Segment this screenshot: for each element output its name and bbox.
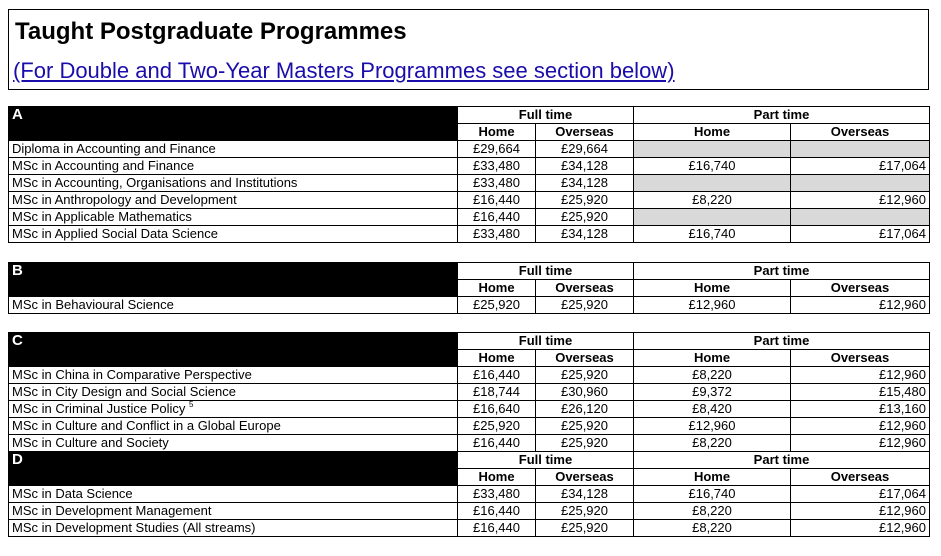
ft-overseas-fee: £25,920 — [536, 209, 634, 226]
ft-home-fee: £16,440 — [458, 209, 536, 226]
programme-name — [9, 486, 458, 503]
pt-overseas-header: Overseas — [791, 469, 930, 486]
pt-home-fee: £9,372 — [634, 384, 791, 401]
pt-home-fee: £8,220 — [634, 520, 791, 537]
ft-overseas-fee: £34,128 — [536, 158, 634, 175]
ft-home-fee: £25,920 — [458, 418, 536, 435]
programme-name — [9, 418, 458, 435]
pt-overseas-fee: £12,960 — [791, 367, 930, 384]
programme-name — [9, 175, 458, 192]
table-row — [9, 418, 930, 435]
table-row — [9, 367, 930, 384]
programme-name — [9, 297, 458, 314]
table-row — [9, 401, 930, 418]
programme-name — [9, 192, 458, 209]
pt-home-fee: £12,960 — [634, 418, 791, 435]
ft-home-fee: £16,440 — [458, 520, 536, 537]
programme-name-text: MSc in Applied Social Data Science — [12, 226, 218, 241]
pt-overseas-fee: £15,480 — [791, 384, 930, 401]
section-letter: A — [9, 107, 458, 141]
pt-overseas-fee: £12,960 — [791, 297, 930, 314]
pt-overseas-fee: £17,064 — [791, 486, 930, 503]
programme-name — [9, 367, 458, 384]
ft-overseas-fee: £34,128 — [536, 226, 634, 243]
ft-home-fee: £33,480 — [458, 158, 536, 175]
programme-name-text: MSc in City Design and Social Science — [12, 384, 236, 399]
ft-home-fee: £33,480 — [458, 486, 536, 503]
programme-name-text: Diploma in Accounting and Finance — [12, 141, 216, 156]
full-time-header: Full time — [458, 107, 634, 124]
fees-table-section-b — [8, 262, 930, 314]
pt-home-fee: £8,220 — [634, 435, 791, 452]
ft-overseas-fee: £25,920 — [536, 520, 634, 537]
pt-overseas-fee: £17,064 — [791, 226, 930, 243]
ft-home-header: Home — [458, 469, 536, 486]
programme-name — [9, 226, 458, 243]
table-row — [9, 384, 930, 401]
programme-name-text: MSc in Development Studies (All streams) — [12, 520, 256, 535]
table-row — [9, 503, 930, 520]
section-letter: B — [9, 263, 458, 297]
pt-home-header: Home — [634, 469, 791, 486]
ft-overseas-fee: £25,920 — [536, 192, 634, 209]
table-row — [9, 520, 930, 537]
ft-home-header: Home — [458, 350, 536, 367]
programme-name — [9, 401, 458, 418]
pt-home-fee — [634, 209, 791, 226]
pt-overseas-fee: £17,064 — [791, 158, 930, 175]
ft-home-header: Home — [458, 124, 536, 141]
programme-name-text: MSc in Accounting, Organisations and Institutions — [12, 175, 298, 190]
ft-overseas-fee: £25,920 — [536, 435, 634, 452]
pt-home-fee: £16,740 — [634, 226, 791, 243]
section-header-row — [9, 263, 930, 280]
section-header-row — [9, 107, 930, 124]
ft-home-fee: £16,440 — [458, 503, 536, 520]
table-row — [9, 158, 930, 175]
part-time-header: Part time — [634, 452, 930, 469]
pt-overseas-fee: £12,960 — [791, 418, 930, 435]
ft-overseas-header: Overseas — [536, 124, 634, 141]
ft-overseas-fee: £25,920 — [536, 503, 634, 520]
ft-home-fee: £33,480 — [458, 226, 536, 243]
programme-name — [9, 158, 458, 175]
ft-home-fee: £18,744 — [458, 384, 536, 401]
double-masters-link[interactable]: (For Double and Two-Year Masters Programmes see section below) — [13, 58, 675, 83]
ft-overseas-fee: £30,960 — [536, 384, 634, 401]
ft-home-fee: £29,664 — [458, 141, 536, 158]
programme-name-text: MSc in Behavioural Science — [12, 297, 174, 312]
ft-overseas-header: Overseas — [536, 350, 634, 367]
full-time-header: Full time — [458, 452, 634, 469]
pt-overseas-header: Overseas — [791, 124, 930, 141]
programme-name-text: MSc in China in Comparative Perspective — [12, 367, 252, 382]
pt-home-fee: £12,960 — [634, 297, 791, 314]
programme-name — [9, 435, 458, 452]
full-time-header: Full time — [458, 333, 634, 350]
section-letter: C — [9, 333, 458, 367]
programme-name — [9, 209, 458, 226]
ft-overseas-fee: £34,128 — [536, 175, 634, 192]
full-time-header: Full time — [458, 263, 634, 280]
ft-home-fee: £16,440 — [458, 435, 536, 452]
programme-name — [9, 503, 458, 520]
programme-name — [9, 520, 458, 537]
fees-table-section-c — [8, 332, 930, 537]
pt-home-fee: £8,220 — [634, 367, 791, 384]
part-time-header: Part time — [634, 263, 930, 280]
pt-home-fee: £16,740 — [634, 486, 791, 503]
table-row — [9, 435, 930, 452]
pt-home-fee: £8,220 — [634, 503, 791, 520]
programme-name-text: MSc in Criminal Justice Policy — [12, 401, 186, 416]
pt-overseas-fee: £12,960 — [791, 503, 930, 520]
footnote-marker: 5 — [189, 400, 194, 409]
pt-home-fee: £8,220 — [634, 192, 791, 209]
ft-home-header: Home — [458, 280, 536, 297]
pt-home-header: Home — [634, 280, 791, 297]
pt-overseas-header: Overseas — [791, 280, 930, 297]
pt-overseas-fee — [791, 175, 930, 192]
page-title: Taught Postgraduate Programmes — [15, 18, 407, 45]
ft-home-fee: £33,480 — [458, 175, 536, 192]
pt-home-fee: £8,420 — [634, 401, 791, 418]
ft-overseas-fee: £29,664 — [536, 141, 634, 158]
section-letter: D — [9, 452, 458, 486]
programme-name-text: MSc in Development Management — [12, 503, 212, 518]
pt-home-header: Home — [634, 124, 791, 141]
table-row — [9, 192, 930, 209]
ft-home-fee: £16,440 — [458, 192, 536, 209]
programme-name-text: MSc in Culture and Society — [12, 435, 169, 450]
ft-home-fee: £16,440 — [458, 367, 536, 384]
pt-overseas-header: Overseas — [791, 350, 930, 367]
ft-overseas-fee: £25,920 — [536, 297, 634, 314]
programme-name — [9, 384, 458, 401]
table-row — [9, 209, 930, 226]
table-row — [9, 297, 930, 314]
part-time-header: Part time — [634, 333, 930, 350]
pt-home-fee — [634, 141, 791, 158]
pt-overseas-fee: £12,960 — [791, 435, 930, 452]
programme-name-text: MSc in Applicable Mathematics — [12, 209, 192, 224]
fees-table-section-a — [8, 106, 930, 243]
programme-name-text: MSc in Accounting and Finance — [12, 158, 195, 173]
programme-name-text: MSc in Culture and Conflict in a Global Europe — [12, 418, 281, 433]
table-row — [9, 141, 930, 158]
pt-overseas-fee — [791, 209, 930, 226]
ft-overseas-fee: £26,120 — [536, 401, 634, 418]
pt-overseas-fee: £12,960 — [791, 192, 930, 209]
ft-overseas-fee: £25,920 — [536, 418, 634, 435]
ft-overseas-header: Overseas — [536, 280, 634, 297]
pt-overseas-fee — [791, 141, 930, 158]
pt-overseas-fee: £12,960 — [791, 520, 930, 537]
part-time-header: Part time — [634, 107, 930, 124]
table-row — [9, 175, 930, 192]
ft-home-fee: £25,920 — [458, 297, 536, 314]
ft-overseas-header: Overseas — [536, 469, 634, 486]
pt-home-fee — [634, 175, 791, 192]
table-row — [9, 486, 930, 503]
table-row — [9, 226, 930, 243]
programme-name — [9, 141, 458, 158]
ft-overseas-fee: £25,920 — [536, 367, 634, 384]
pt-home-fee: £16,740 — [634, 158, 791, 175]
section-header-row — [9, 333, 930, 350]
ft-overseas-fee: £34,128 — [536, 486, 634, 503]
pt-home-header: Home — [634, 350, 791, 367]
programme-name-text: MSc in Data Science — [12, 486, 133, 501]
ft-home-fee: £16,640 — [458, 401, 536, 418]
page-header — [8, 9, 929, 90]
programme-name-text: MSc in Anthropology and Development — [12, 192, 237, 207]
section-header-row — [9, 452, 930, 469]
pt-overseas-fee: £13,160 — [791, 401, 930, 418]
